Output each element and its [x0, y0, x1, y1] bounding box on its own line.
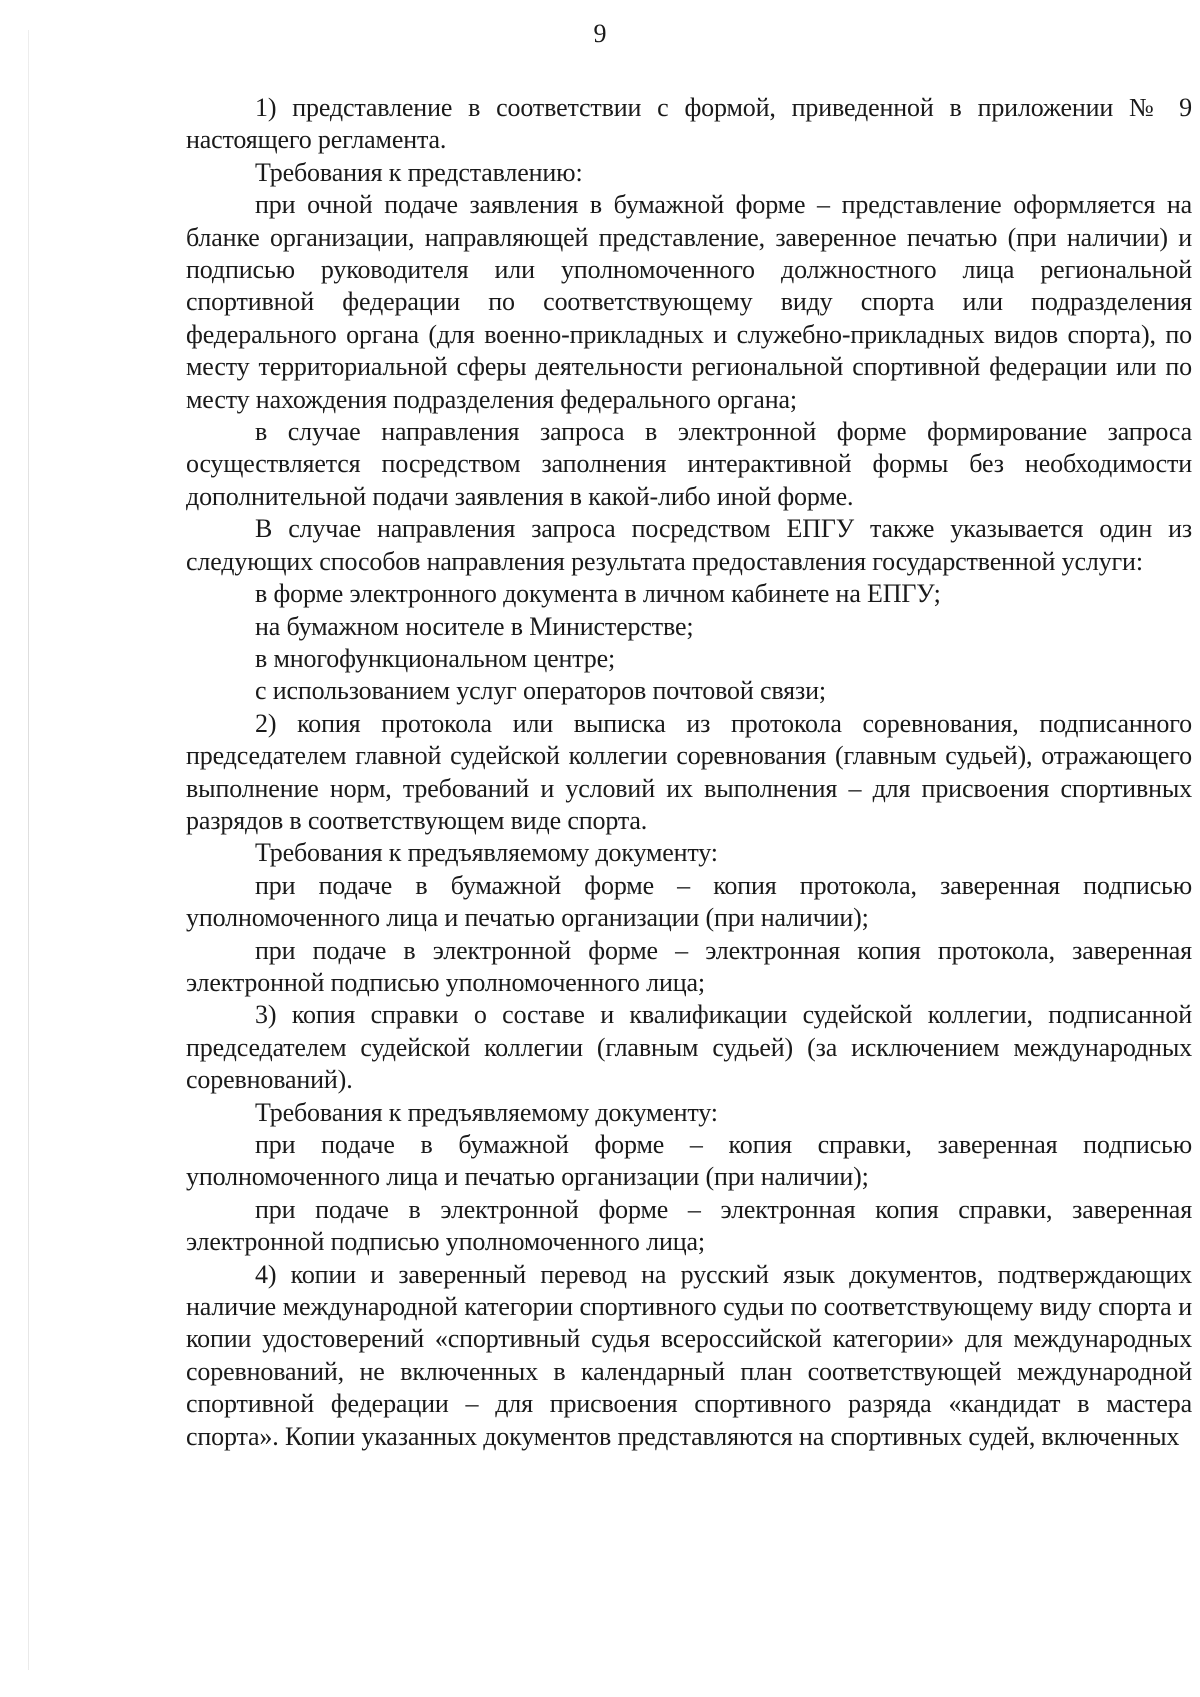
paragraph-electronic-submission: в случае направления запроса в электронной форме формирование запроса осуществляется посредством заполнения интерактивной формы без необходимости дополнительной подачи заявления в какой-либо иной форме.: [186, 417, 1192, 511]
paragraph-certificate-electronic: при подаче в электронной форме – электронная копия справки, заверенная электронной подписью уполномоченного лица;: [186, 1194, 1192, 1257]
paragraph-method-personal-account: в форме электронного документа в личном кабинете на ЕПГУ;: [255, 579, 941, 609]
paragraph-protocol-electronic: при подаче в электронной форме – электронная копия протокола, заверенная электронной подписью уполномоченного лица;: [186, 935, 1192, 997]
paragraph-representation-requirements: Требования к представлению:: [255, 157, 583, 187]
paragraph-document-requirements-2: Требования к предъявляемому документу:: [255, 1097, 718, 1127]
document-body: [186, 92, 1192, 1453]
paragraph-item-2-protocol-copy: 2) копия протокола или выписка из протокола соревнования, подписанного председателем главной судейской коллегии соревнования (главным судьей), отражающего выполнение норм, требований и условий их выполнения – для присвоения спортивных разрядов в соответствующем виде спорта.: [186, 708, 1192, 835]
paragraph-item-3-judges-certificate: 3) копия справки о составе и квалификации судейской коллегии, подписанной председателем судейской коллегии (главным судьей) (за исключением международных соревнований).: [186, 1000, 1192, 1095]
paragraph-method-post: с использованием услуг операторов почтовой связи;: [255, 676, 826, 706]
paragraph-paper-submission: при очной подаче заявления в бумажной форме – представление оформляется на бланке организации, направляющей представление, заверенное печатью (при наличии) и подписью руководителя или уполномоченного должностного лица региональной спортивной федерации по соответствующему виду спорта или подразделения федерального органа (для военно-прикладных и служебно-прикладных видов спорта), по месту территориальной сферы деятельности региональной спортивной федерации или по месту нахождения подразделения федерального органа;: [186, 190, 1192, 414]
paragraph-epgu-result-methods: В случае направления запроса посредством ЕПГУ также указывается один из следующих способов направления результата предоставления государственной услуги:: [186, 514, 1192, 576]
scan-edge-line: [28, 30, 29, 1670]
paragraph-certificate-paper: при подаче в бумажной форме – копия справки, заверенная подписью уполномоченного лица и печатью организации (при наличии);: [186, 1130, 1192, 1192]
paragraph-method-mfc: в многофункциональном центре;: [255, 643, 616, 673]
paragraph-document-requirements: Требования к предъявляемому документу:: [255, 838, 718, 868]
paragraph-method-ministry: на бумажном носителе в Министерстве;: [255, 611, 694, 641]
paragraph-item-4-international-category: 4) копии и заверенный перевод на русский язык документов, подтверждающих наличие международной категории спортивного судьи по соответствующему виду спорта и копии удостоверений «спортивный судья всероссийской категории» для международных соревнований, не включенных в календарный план соответствующей международной спортивной федерации – для присвоения спортивного разряда «кандидат в мастера спорта». Копии указанных документов представляются на спортивных судей, включенных: [186, 1259, 1192, 1451]
page-number: 9: [593, 19, 607, 48]
paragraph-item-1-representation: 1) представление в соответствии с формой, приведенной в приложении № 9 настоящего регламента.: [186, 93, 1192, 155]
paragraph-protocol-paper: при подаче в бумажной форме – копия протокола, заверенная подписью уполномоченного лица и печатью организации (при наличии);: [186, 870, 1192, 933]
